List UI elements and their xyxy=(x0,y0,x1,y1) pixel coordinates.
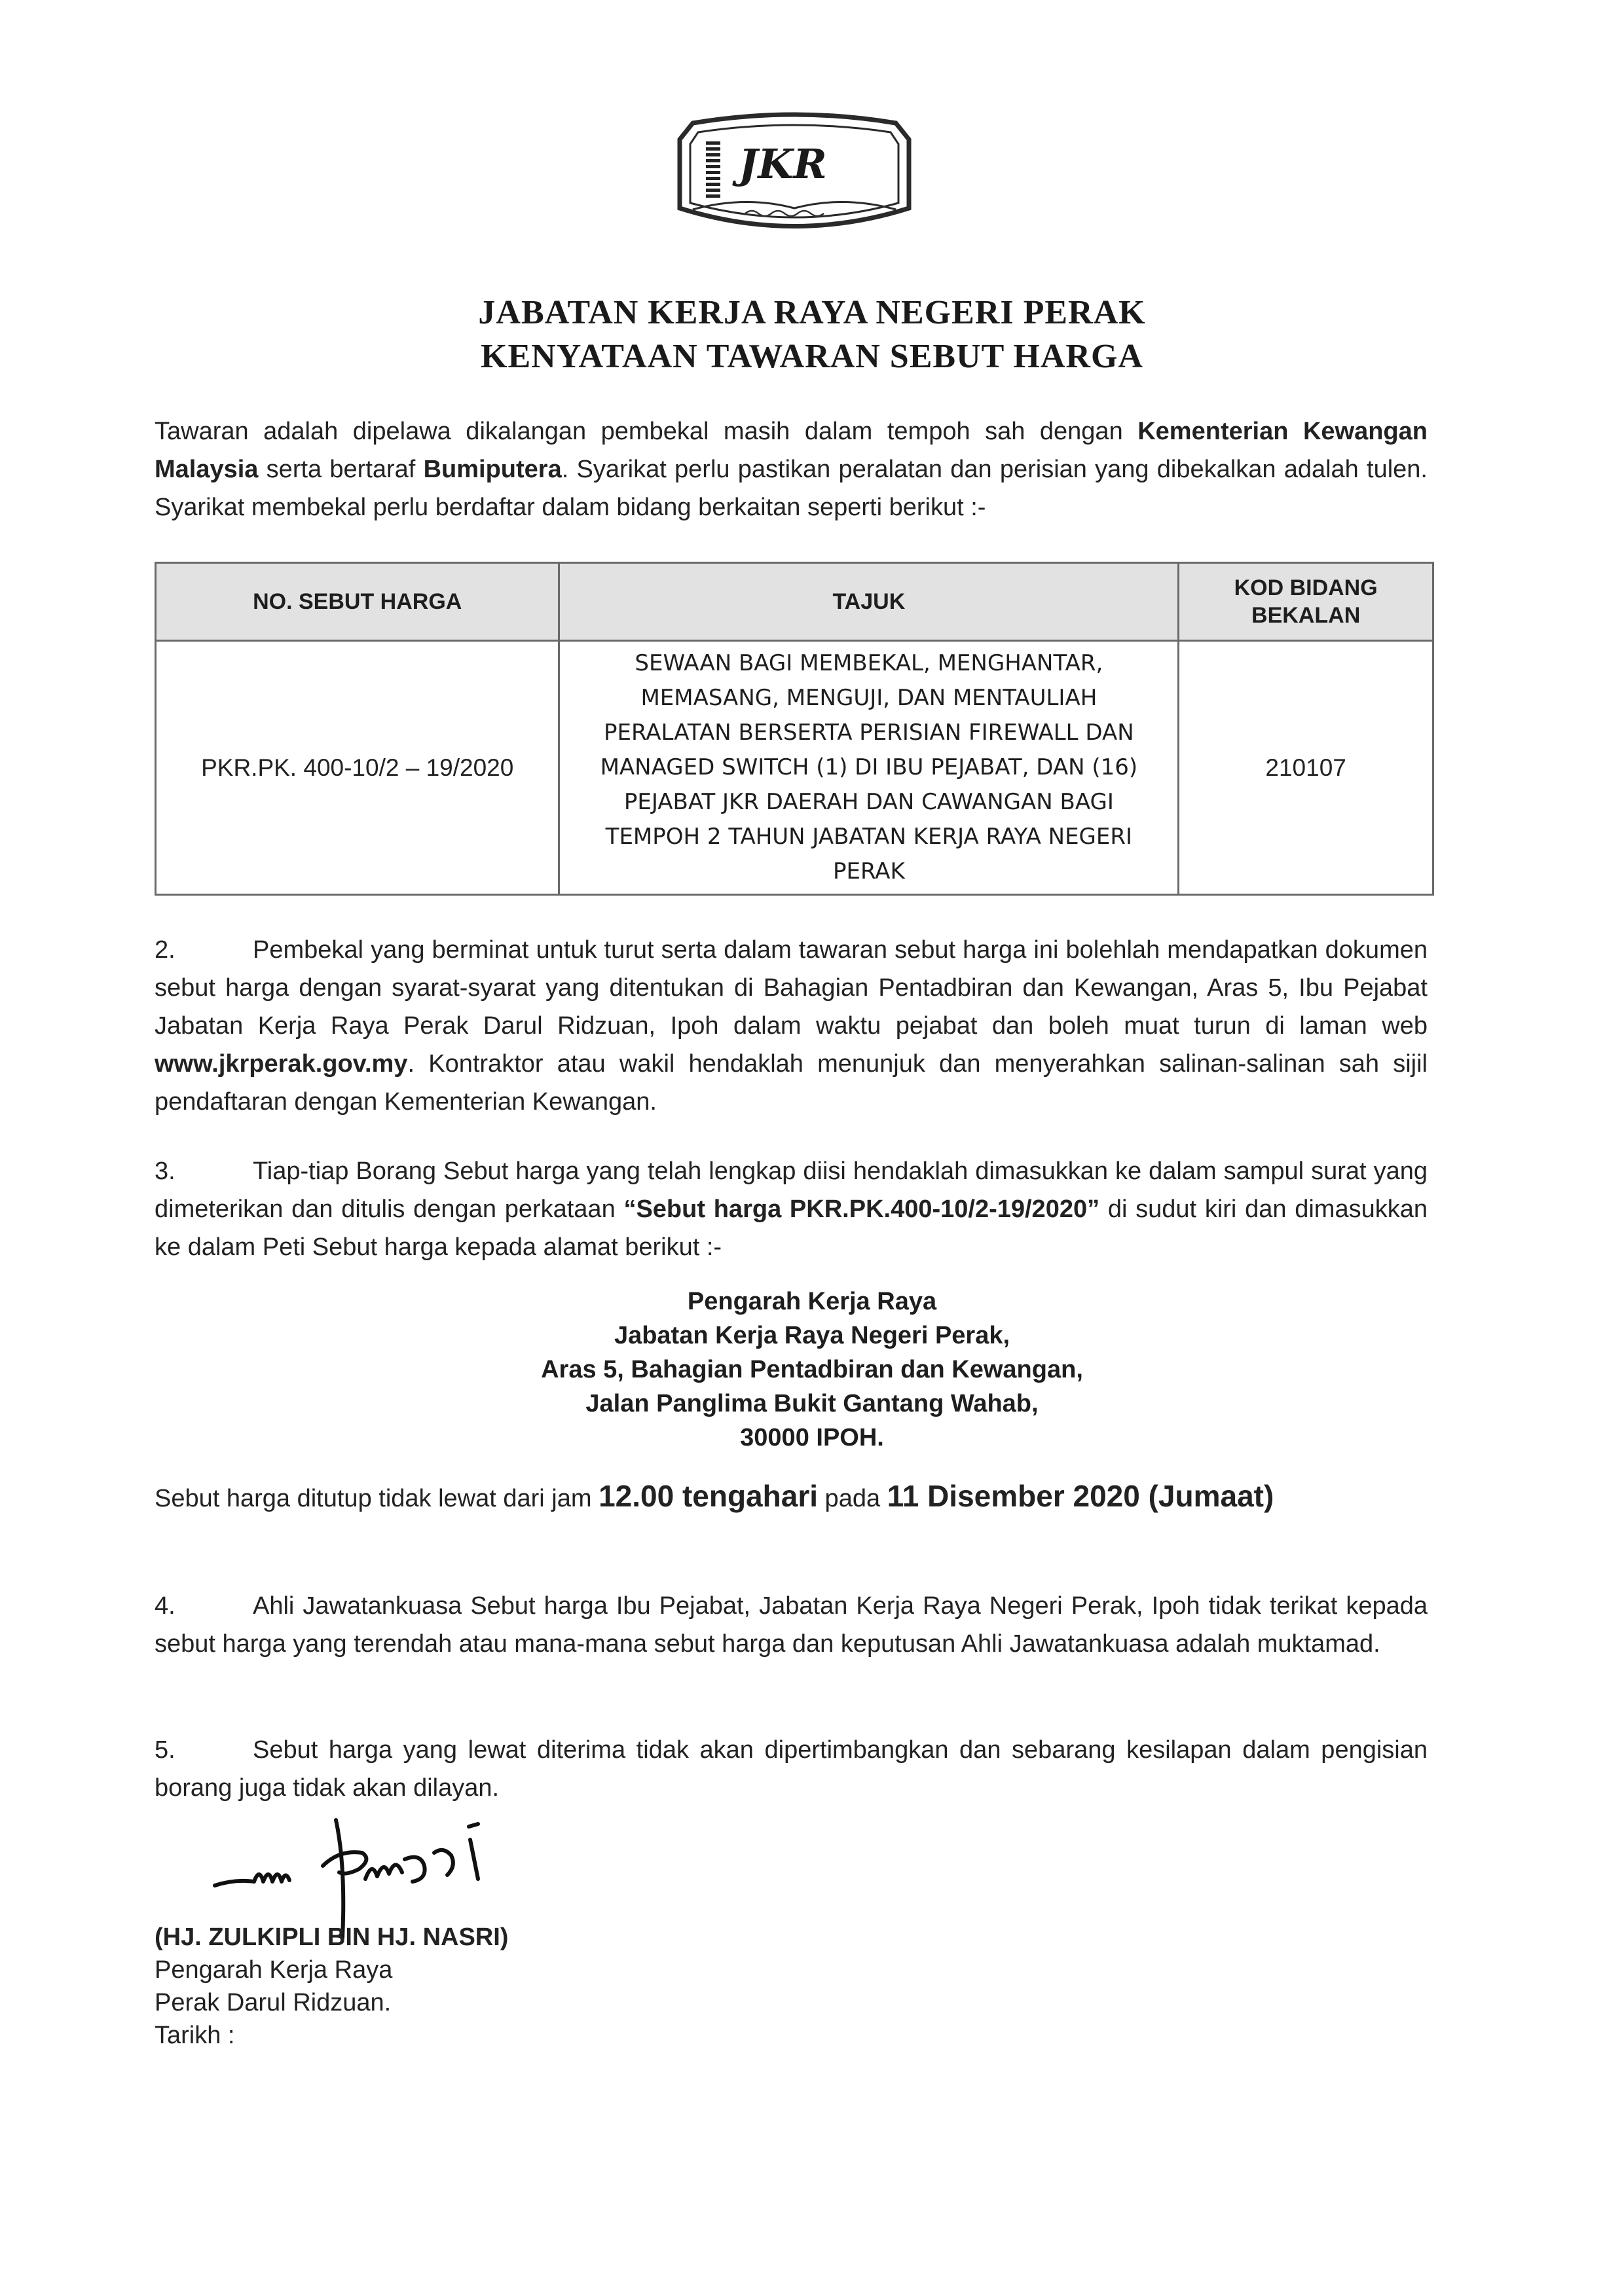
cell-tajuk: SEWAAN BAGI MEMBEKAL, MENGHANTAR, MEMASANG, MENGUJI, DAN MENTAULIAH PERALATAN BERSERTA PERISIAN FIREWALL DAN MANAGED SWITCH (1) DI IBU PEJABAT, DAN (16) PEJABAT JKR DAERAH DAN CAWANGAN BAGI TEMPOH 2 TAHUN JABATAN KERJA RAYA NEGERI PERAK xyxy=(559,641,1179,895)
department-title: JABATAN KERJA RAYA NEGERI PERAK xyxy=(478,294,1146,331)
header-tajuk: TAJUK xyxy=(559,563,1179,641)
intro-paragraph: Tawaran adalah dipelawa dikalangan pembekal masih dalam tempoh sah dengan Kementerian Kewangan Malaysia serta bertaraf Bumiputera. Syarikat perlu pastikan peralatan dan perisian yang dibekalkan adalah tulen. Syarikat membekal perlu berdaftar dalam bidang berkaitan seperti berikut :- xyxy=(155,418,1428,521)
cell-kod-bidang: 210107 xyxy=(1179,641,1433,895)
closing-deadline: Sebut harga ditutup tidak lewat dari jam 12.00 tengahari pada 11 Disember 2020 (Jumaat) xyxy=(155,1479,1274,1513)
address-line-5: 30000 IPOH. xyxy=(740,1424,884,1451)
header-no-sebut-harga: NO. SEBUT HARGA xyxy=(156,563,559,641)
address-line-4: Jalan Panglima Bukit Gantang Wahab, xyxy=(585,1390,1039,1417)
signatory-title: Pengarah Kerja Raya xyxy=(155,1956,393,1984)
quotation-table xyxy=(155,562,1434,896)
signatory-state: Perak Darul Ridzuan. xyxy=(155,1989,392,2016)
table-header-row xyxy=(156,563,1433,641)
svg-text:JKR: JKR xyxy=(739,140,827,188)
address-line-1: Pengarah Kerja Raya xyxy=(687,1288,937,1315)
paragraph-5: 5. Sebut harga yang lewat diterima tidak akan dipertimbangkan dan sebarang kesilapan dalam pengisian borang juga tidak akan dilayan. xyxy=(155,1736,1428,1802)
table-row xyxy=(156,641,1433,895)
address-line-3: Aras 5, Bahagian Pentadbiran dan Kewangan, xyxy=(541,1356,1083,1383)
address-line-2: Jabatan Kerja Raya Negeri Perak, xyxy=(614,1322,1010,1349)
paragraph-4: 4. Ahli Jawatankuasa Sebut harga Ibu Pejabat, Jabatan Kerja Raya Negeri Perak, Ipoh tidak terikat kepada sebut harga yang terendah atau mana-mana sebut harga dan keputusan Ahli Jawatankuasa adalah muktamad. xyxy=(155,1592,1428,1658)
header-kod-bidang: KOD BIDANG BEKALAN xyxy=(1179,563,1433,641)
notice-title: KENYATAAN TAWARAN SEBUT HARGA xyxy=(481,338,1143,375)
paragraph-3: 3. Tiap-tiap Borang Sebut harga yang telah lengkap diisi hendaklah dimasukkan ke dalam sampul surat yang dimeterikan dan ditulis dengan perkataan “Sebut harga PKR.PK.400-10/2-19/2020” di sudut kiri dan dimasukkan ke dalam Peti Sebut harga kepada alamat berikut :- xyxy=(155,1157,1428,1261)
paragraph-2: 2. Pembekal yang berminat untuk turut serta dalam tawaran sebut harga ini bolehlah mendapatkan dokumen sebut harga dengan syarat-syarat yang ditentukan di Bahagian Pentadbiran dan Kewangan, Aras 5, Ibu Pejabat Jabatan Kerja Raya Perak Darul Ridzuan, Ipoh dalam waktu pejabat dan boleh muat turun di laman web www.jkrperak.gov.my. Kontraktor atau wakil hendaklah menunjuk dan menyerahkan salinan-salinan sah sijil pendaftaran dengan Kementerian Kewangan. xyxy=(155,936,1428,1116)
date-label: Tarikh : xyxy=(155,2022,235,2049)
cell-no-sebut-harga: PKR.PK. 400-10/2 – 19/2020 xyxy=(156,641,559,895)
signatory-name: (HJ. ZULKIPLI BIN HJ. NASRI) xyxy=(155,1923,509,1951)
jkr-logo xyxy=(667,110,922,240)
signature-block xyxy=(155,1921,508,2052)
